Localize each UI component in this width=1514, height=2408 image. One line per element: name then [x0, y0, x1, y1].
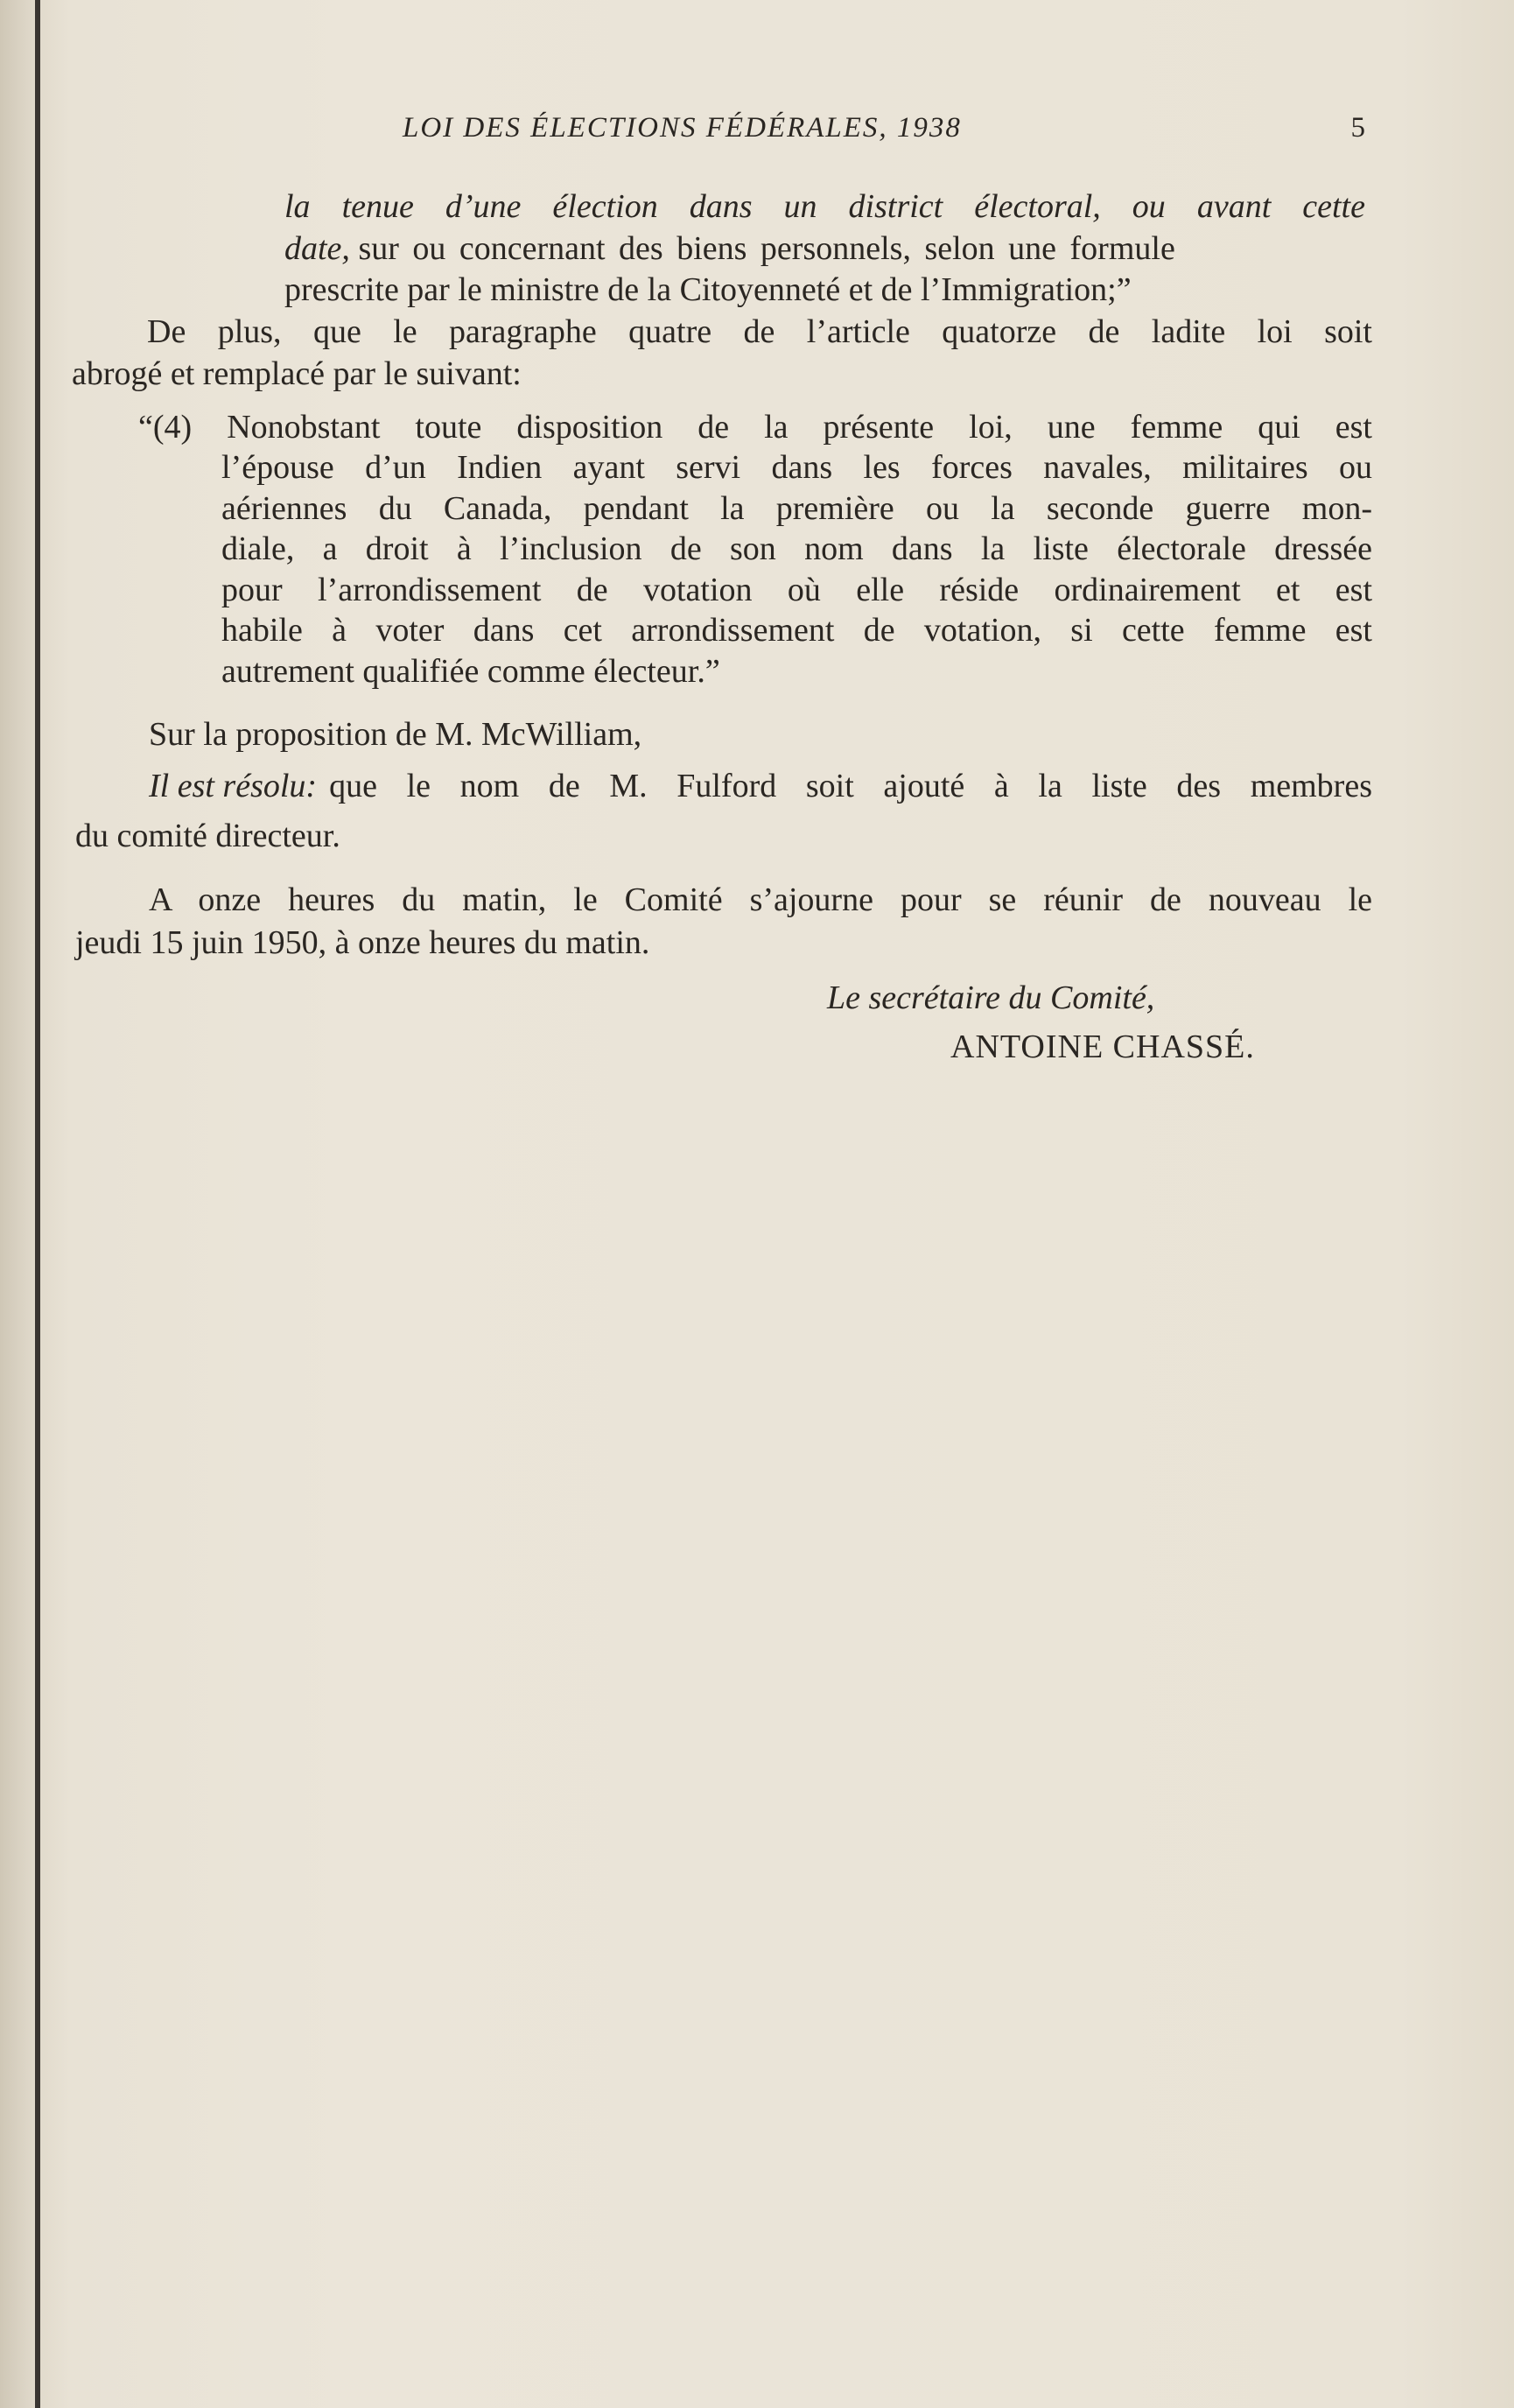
text-line: la tenue d’une élection dans un district électoral, ou avant cette [284, 188, 1365, 225]
text-line: jeudi 15 juin 1950, à onze heures du matin. [75, 924, 650, 961]
text-line: habile à voter dans cet arrondissement de votation, si cette femme est [221, 612, 1372, 649]
text-span: date, [284, 230, 350, 267]
text-line: “(4) Nonobstant toute disposition de la présente loi, une femme qui est [138, 409, 1372, 446]
text-line: De plus, que le paragraphe quatre de l’article quatorze de ladite loi soit [147, 313, 1372, 350]
text-line [149, 767, 1372, 805]
signature-name: ANTOINE CHASSÉ. [950, 1028, 1255, 1065]
text-line: autrement qualifiée comme électeur.” [221, 653, 720, 690]
page-header [70, 112, 1365, 156]
page-number: 5 [1350, 112, 1365, 144]
text-line: Sur la proposition de M. McWilliam, [149, 716, 642, 753]
text-line: l’épouse d’un Indien ayant servi dans les forces navales, militaires ou [221, 449, 1372, 486]
binding-shadow [0, 0, 35, 2408]
text-line: du comité directeur. [75, 818, 340, 854]
text-line: pour l’arrondissement de votation où elle réside ordinairement et est [221, 572, 1372, 608]
text-line: A onze heures du matin, le Comité s’ajourne pour se réunir de nouveau le [149, 881, 1372, 918]
text-line: abrogé et remplacé par le suivant: [72, 355, 522, 392]
text-line: prescrite par le ministre de la Citoyenneté et de l’Immigration;” [284, 271, 1132, 308]
text-span: que le nom de M. Fulford soit ajouté à la liste des membres [329, 768, 1372, 804]
text-line: aériennes du Canada, pendant la première ou la seconde guerre mon- [221, 490, 1372, 527]
text-line [284, 229, 1175, 268]
text-line: diale, a droit à l’inclusion de son nom dans la liste électorale dressée [221, 530, 1372, 567]
signature-label: Le secrétaire du Comité, [827, 979, 1155, 1016]
text-span: sur ou concernant des biens personnels, selon une formule [358, 230, 1175, 267]
running-title: LOI DES ÉLECTIONS FÉDÉRALES, 1938 [403, 112, 962, 144]
resolution-lead: Il est résolu: [149, 768, 318, 804]
binding-edge [35, 0, 40, 2408]
